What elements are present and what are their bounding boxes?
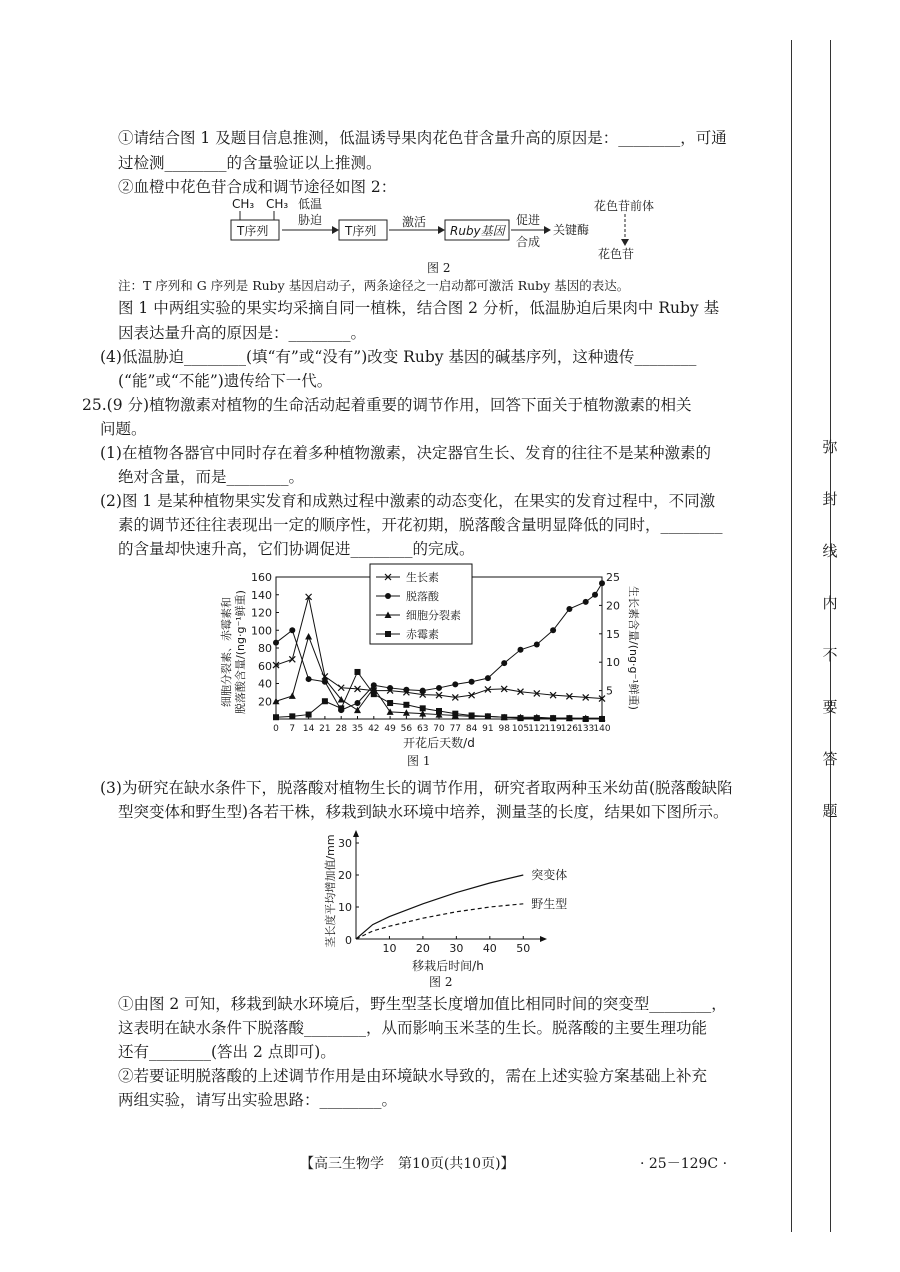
x-tick-label: 98 — [498, 724, 510, 734]
ch3-label: CH₃ — [266, 197, 289, 211]
data-point-circle — [289, 627, 295, 633]
q25-3-line-1: (3)为研究在缺水条件下，脱落酸对植物生长的调节作用，研究者取两种玉米幼苗(脱落酸缺陷 — [100, 779, 733, 797]
data-point-triangle — [305, 633, 312, 640]
data-point-circle — [355, 700, 361, 706]
data-point-square — [289, 713, 295, 719]
x-axis-label: 移栽后时间/h — [412, 959, 484, 973]
ch3-label: CH₃ — [232, 197, 255, 211]
x-tick-label: 105 — [511, 724, 530, 734]
q24-4-line-2: (“能”或“不能”)遗传给下一代。 — [118, 372, 333, 390]
data-point-circle — [306, 676, 312, 682]
legend-label: 赤霉素 — [406, 628, 439, 641]
y-tick-label: 10 — [338, 901, 352, 914]
q25-2-line-3: 的含量却快速升高，它们协调促进________的完成。 — [118, 540, 475, 558]
svg-text:促进: 促进 — [516, 213, 541, 227]
data-point-square — [534, 715, 540, 721]
chart1-caption: 图 1 — [407, 754, 431, 768]
q25-1-line-2: 绝对含量，而是________。 — [118, 468, 305, 486]
y-right-axis-label: 生长素含量/(ng·g⁻¹鲜重) — [627, 586, 640, 710]
data-point-square — [501, 714, 507, 720]
y-axis-arrow — [353, 830, 359, 837]
x-tick-label: 42 — [368, 724, 380, 734]
x-tick-label: 7 — [289, 724, 296, 734]
q25-3-sub1-line-1: ①由图 2 可知，移栽到缺水环境后，野生型茎长度增加值比相同时间的突变型________， — [118, 995, 727, 1013]
svg-text:低温: 低温 — [298, 197, 323, 211]
y-left-tick-label: 140 — [251, 588, 272, 602]
data-point-square — [338, 705, 344, 711]
data-point-circle — [592, 592, 598, 598]
chart2-caption: 图 2 — [429, 975, 453, 989]
data-point-circle — [583, 599, 589, 605]
x-tick-label: 119 — [544, 724, 562, 734]
svg-text:T序列: T序列 — [237, 224, 269, 238]
data-point-circle — [273, 640, 279, 646]
pathway-diagram — [226, 196, 686, 276]
curve-label: 野生型 — [531, 896, 568, 911]
x-tick-label: 50 — [516, 942, 531, 955]
data-point-square — [371, 691, 377, 697]
q25-3-sub2-line-1: ②若要证明脱落酸的上述调节作用是由环境缺水导致的，需在上述实验方案基础上补充 — [118, 1067, 708, 1085]
seal-char: 答 — [822, 750, 838, 768]
data-point-circle — [387, 685, 393, 691]
hormone-dynamics-chart — [210, 560, 640, 770]
q24-4-line-1: (4)低温胁迫________(填“有”或“没有”)改变 Ruby 基因的碱基序列，这种遗传________ — [100, 348, 697, 366]
data-point-square — [566, 715, 572, 721]
x-axis-arrow — [540, 936, 547, 942]
q24-line-4: 图 1 中两组实验的果实均采摘自同一植株，结合图 2 分析，低温胁迫后果肉中 Ruby 基 — [118, 299, 720, 317]
data-point-square — [420, 705, 426, 711]
y-left-axis-label-1: 细胞分裂素、赤霉素和 — [220, 597, 233, 707]
y-right-tick-label: 20 — [606, 599, 620, 613]
q24-line-2: 过检测________的含量验证以上推测。 — [118, 154, 382, 172]
binding-line-left — [791, 40, 792, 1232]
q24-line-1: ①请结合图 1 及题目信息推测，低温诱导果肉花色苷含量升高的原因是：________，可通 — [118, 129, 727, 147]
data-point-circle — [501, 660, 507, 666]
figure-note: 注：T 序列和 G 序列是 Ruby 基因启动子，两条途径之一启动都可激活 Ruby 基因的表达。 — [118, 278, 630, 293]
data-point-circle — [452, 681, 458, 687]
y-tick-label: 20 — [338, 869, 352, 882]
x-tick-label: 56 — [400, 724, 413, 734]
q25-3-sub1-line-2: 这表明在缺水条件下脱落酸________，从而影响玉米茎的生长。脱落酸的主要生理功能 — [118, 1019, 708, 1037]
y-left-tick-label: 60 — [258, 659, 272, 673]
seal-char: 弥 — [822, 438, 838, 456]
x-tick-label: 40 — [482, 942, 497, 955]
x-tick-label: 14 — [302, 724, 315, 734]
curve-dashed — [356, 904, 523, 939]
origin-label: 0 — [345, 934, 352, 947]
data-point-square — [518, 715, 524, 721]
q25-heading-2: 问题。 — [100, 420, 147, 438]
x-tick-label: 21 — [319, 724, 331, 734]
y-left-tick-label: 160 — [251, 571, 272, 584]
x-tick-label: 35 — [351, 724, 364, 734]
y-tick-label: 30 — [338, 837, 352, 850]
y-right-tick-label: 10 — [606, 656, 620, 670]
q25-2-line-2: 素的调节还往往表现出一定的顺序性，开花初期，脱落酸含量明显降低的同时，________ — [118, 516, 723, 534]
data-point-circle — [599, 580, 605, 586]
x-tick-label: 112 — [528, 724, 546, 734]
svg-text:T序列: T序列 — [345, 224, 377, 238]
legend-label: 生长素 — [406, 571, 439, 584]
q25-3-sub1-line-3: 还有________(答出 2 点即可)。 — [118, 1043, 336, 1061]
data-point-circle — [485, 675, 491, 681]
x-tick-label: 70 — [433, 724, 445, 734]
q24-line-5: 因表达量升高的原因是：________。 — [118, 324, 367, 342]
footer-code: · 25－129C · — [640, 1156, 728, 1172]
seal-char: 不 — [822, 646, 838, 664]
y-right-tick-label: 15 — [606, 627, 620, 641]
data-point-circle — [403, 687, 409, 693]
x-tick-label: 28 — [335, 724, 347, 734]
x-tick-label: 140 — [593, 724, 611, 734]
seal-char: 题 — [822, 802, 838, 820]
q25-2-line-1: (2)图 1 是某种植物果实发育和成熟过程中激素的动态变化，在果实的发育过程中，不同激 — [100, 492, 716, 510]
x-tick-label: 77 — [449, 724, 462, 734]
data-point-circle — [420, 688, 426, 694]
q24-line-3: ②血橙中花色苷合成和调节途径如图 2： — [118, 178, 397, 196]
x-tick-label: 133 — [577, 724, 595, 734]
figure-caption: 图 2 — [427, 261, 451, 275]
q25-1-line-1: (1)在植物各器官中同时存在着多种植物激素，决定器官生长、发育的往往不是某种激素的 — [100, 444, 711, 462]
y-left-tick-label: 80 — [258, 642, 272, 655]
data-point-square — [452, 711, 458, 717]
data-point-square — [550, 715, 556, 721]
data-point-square — [436, 708, 442, 714]
data-point-square — [403, 702, 409, 708]
curve-solid — [356, 875, 523, 939]
stem-growth-chart — [320, 825, 590, 975]
data-point-circle — [566, 606, 572, 612]
x-tick-label: 30 — [449, 942, 464, 955]
x-tick-label: 0 — [273, 724, 279, 734]
seal-char: 线 — [822, 542, 838, 560]
y-left-tick-label: 20 — [258, 695, 272, 709]
x-tick-label: 20 — [415, 942, 430, 955]
legend-marker-square — [385, 631, 391, 637]
svg-text:Ruby基因: Ruby基因 — [450, 224, 505, 238]
data-point-square — [387, 700, 393, 706]
legend-marker-circle — [385, 593, 391, 599]
data-point-square — [306, 712, 312, 718]
seal-char: 封 — [822, 490, 838, 508]
precursor-label: 花色苷前体 — [594, 199, 655, 213]
anthocyanin-label: 花色苷 — [598, 247, 635, 261]
data-point-circle — [469, 679, 475, 685]
data-point-square — [322, 698, 328, 704]
legend-label: 脱落酸 — [406, 590, 439, 603]
data-point-x — [289, 656, 295, 662]
legend-label: 细胞分裂素 — [406, 609, 461, 622]
data-point-circle — [518, 647, 524, 653]
seal-line-text — [818, 436, 842, 852]
key-enzyme-label: 关键酶 — [553, 223, 590, 237]
data-point-circle — [534, 641, 540, 647]
data-point-square — [599, 716, 605, 722]
x-tick-label: 126 — [560, 724, 578, 734]
data-point-circle — [550, 627, 556, 633]
y-left-tick-label: 120 — [251, 606, 272, 620]
y-left-tick-label: 100 — [251, 624, 272, 638]
data-point-circle — [436, 685, 442, 691]
x-tick-label: 84 — [465, 724, 478, 734]
x-tick-label: 10 — [382, 942, 397, 955]
y-right-tick-label: 5 — [606, 684, 613, 698]
q25-heading-1: 25.(9 分)植物激素对植物的生命活动起着重要的调节作用，回答下面关于植物激素的相关 — [82, 396, 692, 414]
svg-text:激活: 激活 — [402, 215, 427, 229]
data-point-square — [355, 669, 361, 675]
seal-char: 要 — [822, 698, 838, 716]
data-point-square — [273, 714, 279, 720]
data-point-square — [583, 716, 589, 722]
data-point-triangle — [289, 692, 296, 699]
y-axis-label: 茎长度平均增加值/mm — [324, 834, 337, 948]
data-point-square — [469, 712, 475, 718]
y-left-axis-label-2: 脱落酸含量/(ng·g⁻¹鲜重) — [234, 590, 247, 714]
y-right-tick-label: 25 — [606, 571, 620, 584]
curve-label: 突变体 — [531, 868, 568, 882]
svg-text:胁迫: 胁迫 — [298, 213, 323, 227]
footer-page-info: 【高三生物学 第10页(共10页)】 — [300, 1156, 515, 1172]
x-tick-label: 49 — [384, 724, 396, 734]
seal-char: 内 — [822, 594, 838, 612]
svg-text:合成: 合成 — [516, 235, 541, 249]
q25-3-sub2-line-2: 两组实验，请写出实验思路：________。 — [118, 1091, 398, 1109]
x-tick-label: 63 — [416, 724, 429, 734]
y-left-tick-label: 40 — [258, 677, 272, 691]
q25-3-line-2: 型突变体和野生型)各若干株，移栽到缺水环境中培养，测量茎的长度，结果如下图所示。 — [118, 803, 729, 821]
x-axis-label: 开花后天数/d — [403, 736, 475, 750]
data-point-square — [485, 713, 491, 719]
x-tick-label: 91 — [482, 724, 494, 734]
